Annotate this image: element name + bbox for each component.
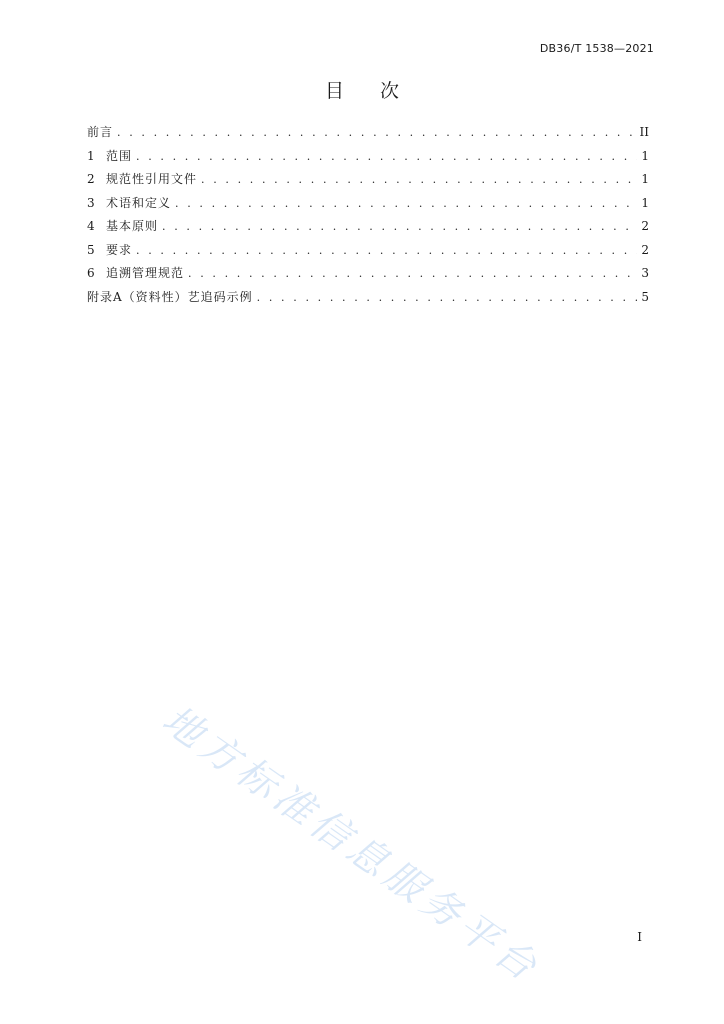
toc-entry-number: 5 bbox=[87, 242, 95, 257]
toc-entry-foreword[interactable] bbox=[87, 121, 649, 145]
toc-leader-dots bbox=[162, 215, 637, 239]
watermark-text: 地方标准信息服务平台 bbox=[154, 697, 549, 993]
table-of-contents bbox=[87, 121, 649, 309]
toc-entry-requirements[interactable] bbox=[87, 239, 649, 263]
toc-entry-label: 基本原则 bbox=[106, 219, 159, 233]
toc-entry-page: 2 bbox=[641, 219, 649, 233]
toc-entry-page: 1 bbox=[641, 148, 649, 163]
toc-leader-dots bbox=[175, 192, 637, 216]
toc-entry-number: 6 bbox=[87, 266, 95, 280]
toc-entry-basic-principles[interactable] bbox=[87, 215, 649, 239]
toc-entry-normative-references[interactable] bbox=[87, 168, 649, 192]
doc-code: DB36/T 1538—2021 bbox=[539, 42, 654, 55]
toc-leader-dots bbox=[136, 145, 637, 169]
toc-entry-label: 术语和定义 bbox=[106, 195, 172, 210]
toc-entry-number: 3 bbox=[87, 195, 95, 210]
toc-entry-page: 1 bbox=[641, 195, 649, 210]
toc-entry-label: 追溯管理规范 bbox=[106, 266, 185, 280]
toc-entry-scope[interactable] bbox=[87, 145, 649, 169]
toc-entry-page: 2 bbox=[641, 242, 649, 257]
toc-entry-terms-definitions[interactable] bbox=[87, 192, 649, 216]
toc-entry-label: 要求 bbox=[106, 242, 133, 257]
toc-leader-dots bbox=[136, 239, 637, 263]
toc-entry-traceability-management[interactable] bbox=[87, 262, 649, 286]
toc-leader-dots bbox=[117, 121, 636, 145]
toc-title: 目次 bbox=[324, 80, 435, 102]
toc-entry-number: 1 bbox=[87, 148, 95, 163]
page-number: I bbox=[637, 930, 642, 944]
toc-entry-page: 3 bbox=[641, 266, 649, 280]
toc-entry-page: 5 bbox=[641, 289, 649, 304]
toc-entry-appendix-a[interactable] bbox=[87, 286, 649, 310]
toc-entry-label: 规范性引用文件 bbox=[106, 172, 198, 186]
toc-entry-number: 2 bbox=[87, 172, 95, 186]
toc-entry-page: 1 bbox=[641, 172, 649, 186]
toc-leader-dots bbox=[201, 168, 637, 192]
toc-entry-page: II bbox=[639, 125, 649, 139]
toc-leader-dots bbox=[188, 262, 637, 286]
toc-entry-label: 前言 bbox=[87, 125, 114, 139]
toc-leader-dots bbox=[257, 286, 637, 310]
toc-entry-label: 范围 bbox=[106, 148, 133, 163]
toc-entry-number: 4 bbox=[87, 219, 95, 233]
toc-entry-label: 附录A（资料性）艺追码示例 bbox=[87, 289, 253, 304]
